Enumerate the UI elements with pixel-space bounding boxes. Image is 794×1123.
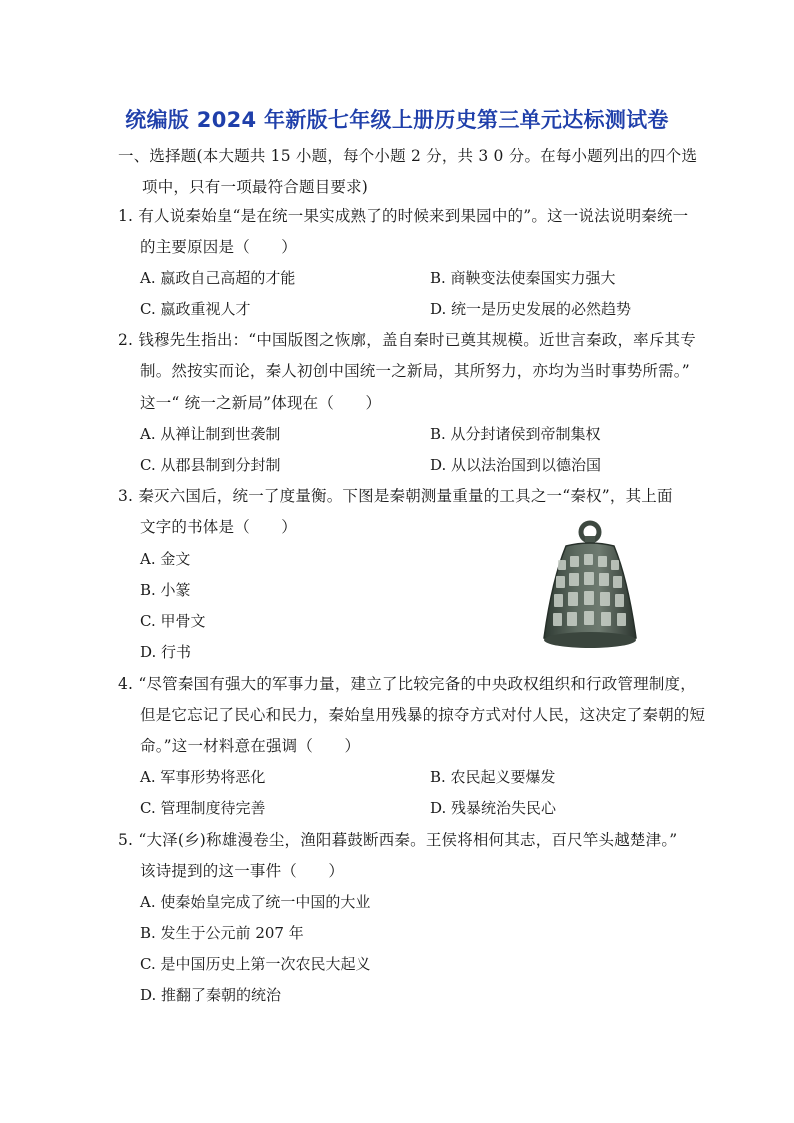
question-2-option-c[interactable]: C. 从郡县制到分封制 (140, 456, 281, 474)
question-5-option-c[interactable]: C. 是中国历史上第一次农民大起义 (140, 955, 371, 973)
question-3-option-b[interactable]: B. 小篆 (140, 581, 191, 599)
question-5-option-b[interactable]: B. 发生于公元前 207 年 (140, 924, 304, 942)
question-4-option-a[interactable]: A. 军事形势将恶化 (140, 768, 266, 786)
question-3-option-c[interactable]: C. 甲骨文 (140, 612, 206, 630)
question-4-option-c[interactable]: C. 管理制度待完善 (140, 799, 266, 817)
question-3-option-d[interactable]: D. 行书 (140, 643, 192, 661)
question-1-option-d[interactable]: D. 统一是历史发展的必然趋势 (430, 300, 632, 318)
question-2-option-b[interactable]: B. 从分封诸侯到帝制集权 (430, 425, 601, 443)
question-1-line-1: 1. 有人说秦始皇“是在统一果实成熟了的时候来到果园中的”。这一说法说明秦统一 (118, 207, 689, 225)
question-2-option-a[interactable]: A. 从禅让制到世袭制 (140, 425, 281, 443)
qin-weight-image (538, 520, 642, 654)
question-3-line-2: 文字的书体是（ ） (140, 518, 298, 536)
question-1-option-b[interactable]: B. 商鞅变法使秦国实力强大 (430, 269, 616, 287)
question-2-line-1: 2. 钱穆先生指出：“中国版图之恢廓，盖自秦时已奠其规模。近世言秦政，率斥其专 (118, 331, 696, 349)
question-1-line-2: 的主要原因是（ ） (140, 238, 298, 256)
section-instruction-line-1: 一、选择题(本大题共 15 小题，每个小题 2 分，共 3 0 分。在每小题列出的四个选 (118, 147, 698, 165)
question-5-line-1: 5. “大泽(乡)称雄漫卷尘，渔阳暮鼓断西秦。王侯将相何其志，百尺竿头越楚津。” (118, 831, 678, 849)
section-instruction-line-2: 项中，只有一项最符合题目要求) (142, 178, 369, 196)
question-4-option-b[interactable]: B. 农民起义要爆发 (430, 768, 556, 786)
question-5-option-d[interactable]: D. 推翻了秦朝的统治 (140, 986, 282, 1004)
question-4-line-3: 命。”这一材料意在强调（ ） (140, 737, 361, 755)
question-1-option-c[interactable]: C. 嬴政重视人才 (140, 300, 251, 318)
page-title: 统编版 2024 年新版七年级上册历史第三单元达标测试卷 (125, 108, 669, 132)
question-2-line-3: 这一“ 统一之新局”体现在（ ） (140, 394, 382, 412)
question-4-option-d[interactable]: D. 残暴统治失民心 (430, 799, 557, 817)
question-4-line-1: 4. “尽管秦国有强大的军事力量，建立了比较完备的中央政权组织和行政管理制度， (118, 675, 696, 693)
question-4-line-2: 但是它忘记了民心和民力，秦始皇用残暴的掠夺方式对付人民，这决定了秦朝的短 (140, 706, 706, 724)
question-1-option-a[interactable]: A. 嬴政自己高超的才能 (140, 269, 296, 287)
question-2-option-d[interactable]: D. 从以法治国到以德治国 (430, 456, 602, 474)
question-5-option-a[interactable]: A. 使秦始皇完成了统一中国的大业 (140, 893, 371, 911)
question-3-option-a[interactable]: A. 金文 (140, 550, 191, 568)
question-3-line-1: 3. 秦灭六国后，统一了度量衡。下图是秦朝测量重量的工具之一“秦权”，其上面 (118, 487, 673, 505)
question-2-line-2: 制。然按实而论，秦人初创中国统一之新局，其所努力，亦均为当时事势所需。” (140, 362, 690, 380)
question-5-line-2: 该诗提到的这一事件（ ） (140, 862, 345, 880)
